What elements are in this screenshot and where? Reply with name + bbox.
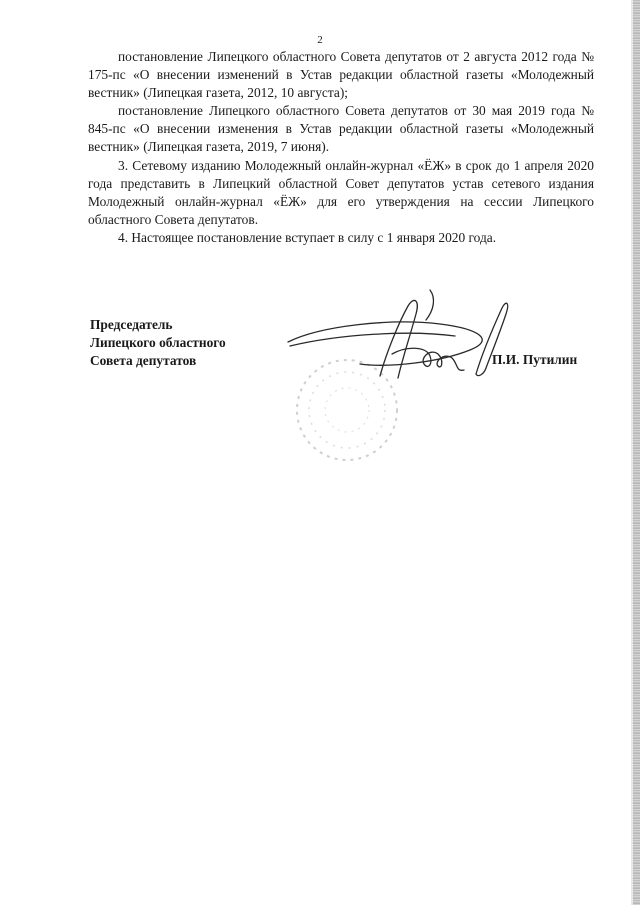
signature-title-block <box>90 316 226 371</box>
body-text <box>88 48 594 247</box>
signer-title-line: Председатель <box>90 317 173 332</box>
paragraph-item-4: 4. Настоящее постановление вступает в силу с 1 января 2020 года. <box>118 229 497 245</box>
signer-title-line: Липецкого областного <box>90 335 226 351</box>
handwritten-signature <box>280 284 520 394</box>
paragraph-item-3: 3. Сетевому изданию Молодежный онлайн-журнал «ЁЖ» в срок до 1 апреля 2020 года представить в Липецкий областной Совет депутатов устав сетевого издания Молодежный онлайн-журнал «ЁЖ» для его утверждения на сессии Липецкого областного Совета депутатов. <box>88 157 594 227</box>
paragraph-decree-2012: постановление Липецкого областного Совета депутатов от 2 августа 2012 года № 175-пс «О внесении изменений в Устав редакции областной газеты «Молодежный вестник» (Липецкая газета, 2012, 10 августа); <box>88 49 594 101</box>
signer-name: П.И. Путилин <box>492 352 578 367</box>
page-number: 2 <box>317 34 323 46</box>
scan-edge <box>633 0 640 905</box>
signer-title-line: Совета депутатов <box>90 353 197 369</box>
paragraph-decree-2019: постановление Липецкого областного Совета депутатов от 30 мая 2019 года № 845-пс «О внесении изменения в Устав редакции областной газеты «Молодежный вестник» (Липецкая газета, 2019, 7 июня). <box>88 103 594 155</box>
